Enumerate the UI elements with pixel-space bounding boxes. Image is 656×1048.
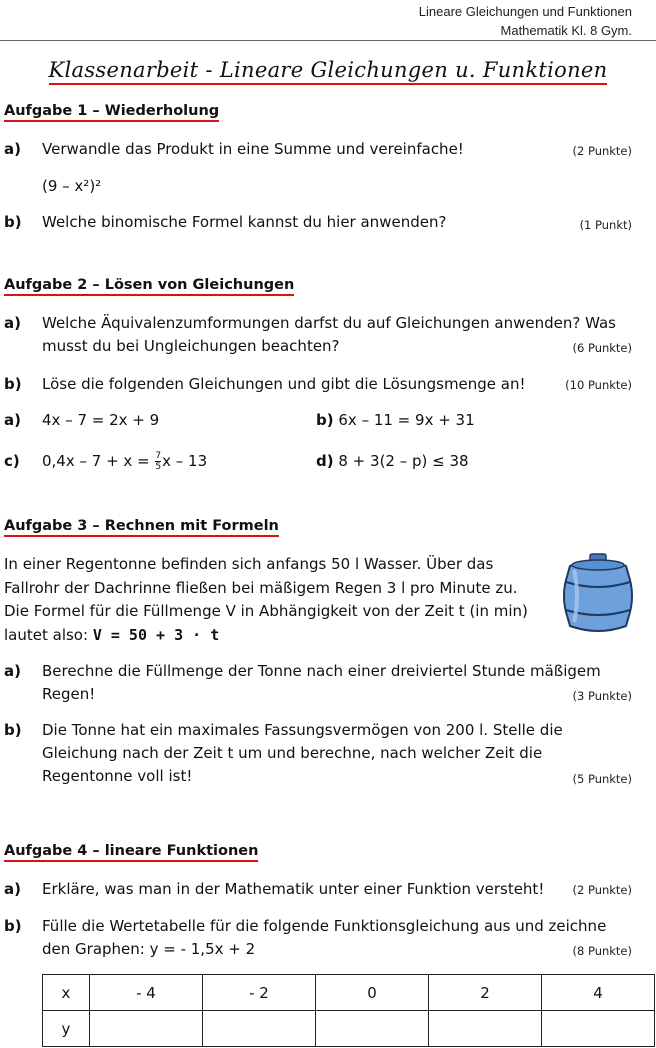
task-text: Welche binomische Formel kannst du hier anwenden? <box>42 213 447 231</box>
header-topic: Lineare Gleichungen und Funktionen <box>418 4 632 19</box>
rain-barrel-image <box>560 552 636 642</box>
intro-text: In einer Regentonne befinden sich anfangs 50 l Wasser. Über das Fallrohr der Dachrinne fließen bei mäßigem Regen 3 l pro Minute zu. Die Formel für die Füllmenge V in Abhängigkeit von der Zeit t (in min) lautet also: V = 50 + 3 · t <box>4 555 528 644</box>
section-heading-2: Aufgabe 2 – Lösen von Gleichungen <box>4 277 294 293</box>
points: (1 Punkt) <box>579 218 632 232</box>
points: (8 Punkte) <box>572 944 632 958</box>
formula: V = 50 + 3 · t <box>92 625 220 644</box>
equation: 4x – 7 = 2x + 9 <box>42 411 160 429</box>
task-text: Fülle die Wertetabelle für die folgende Funktionsgleichung aus und zeichne den Graphen: y = - 1,5x + 2 <box>42 917 607 958</box>
task-label: a) <box>4 140 21 158</box>
task-text: Erkläre, was man in der Mathematik unter einer Funktion versteht! <box>42 880 545 898</box>
fraction: $\frac{7}{5}$ <box>155 451 162 472</box>
equation-d: d) 8 + 3(2 – p) ≤ 38 <box>316 452 469 470</box>
task-text: Berechne die Füllmenge der Tonne nach einer dreiviertel Stunde mäßigem Regen! <box>42 662 601 703</box>
header-divider <box>0 40 656 41</box>
task-label: b) <box>4 917 22 935</box>
page-title: Klassenarbeit - Lineare Gleichungen u. Funktionen <box>0 58 656 82</box>
task-label: a) <box>4 880 21 898</box>
task-label: b) <box>4 213 22 231</box>
value-table <box>42 974 655 1047</box>
table-cell: y <box>43 1011 90 1047</box>
task-text: Löse die folgenden Gleichungen und gibt die Lösungsmenge an! <box>42 375 526 393</box>
table-cell-empty[interactable] <box>542 1011 655 1047</box>
table-cell: x <box>43 975 90 1011</box>
points: (6 Punkte) <box>572 341 632 355</box>
equation-label: c) <box>4 452 20 470</box>
task-label: a) <box>4 314 21 332</box>
table-cell: 4 <box>542 975 655 1011</box>
header <box>419 2 632 40</box>
table-cell-empty[interactable] <box>316 1011 429 1047</box>
task-text: Die Tonne hat ein maximales Fassungsvermögen von 200 l. Stelle die Gleichung nach der Zeit t um und berechne, nach welcher Zeit die Regentonne voll ist! <box>42 721 563 785</box>
task-label: a) <box>4 662 21 680</box>
equation-b: b) 6x – 11 = 9x + 31 <box>316 411 475 429</box>
table-cell-empty[interactable] <box>90 1011 203 1047</box>
table-cell: - 4 <box>90 975 203 1011</box>
points: (5 Punkte) <box>572 772 632 786</box>
equation-label: a) <box>4 411 21 429</box>
section-heading-3: Aufgabe 3 – Rechnen mit Formeln <box>4 518 279 534</box>
table-cell: 0 <box>316 975 429 1011</box>
table-cell: 2 <box>429 975 542 1011</box>
table-row <box>43 975 655 1011</box>
task-text: Welche Äquivalenzumformungen darfst du auf Gleichungen anwenden? Was musst du bei Ungleichungen beachten? <box>42 314 616 355</box>
table-cell: - 2 <box>203 975 316 1011</box>
expression: (9 – x²)² <box>42 177 102 195</box>
equation: 0,4x – 7 + x = $\frac{7}{5}$ x – 13 <box>42 451 208 472</box>
table-row <box>43 1011 655 1047</box>
task-label: b) <box>4 721 22 739</box>
table-cell-empty[interactable] <box>429 1011 542 1047</box>
table-cell-empty[interactable] <box>203 1011 316 1047</box>
points: (3 Punkte) <box>572 689 632 703</box>
points: (2 Punkte) <box>572 883 632 897</box>
points: (10 Punkte) <box>565 378 632 392</box>
section-heading-4: Aufgabe 4 – lineare Funktionen <box>4 843 258 859</box>
task-text: Verwandle das Produkt in eine Summe und vereinfache! <box>42 140 464 158</box>
task-label: b) <box>4 375 22 393</box>
header-course: Mathematik Kl. 8 Gym. <box>500 23 632 38</box>
section-heading-1: Aufgabe 1 – Wiederholung <box>4 103 219 119</box>
points: (2 Punkte) <box>572 144 632 158</box>
